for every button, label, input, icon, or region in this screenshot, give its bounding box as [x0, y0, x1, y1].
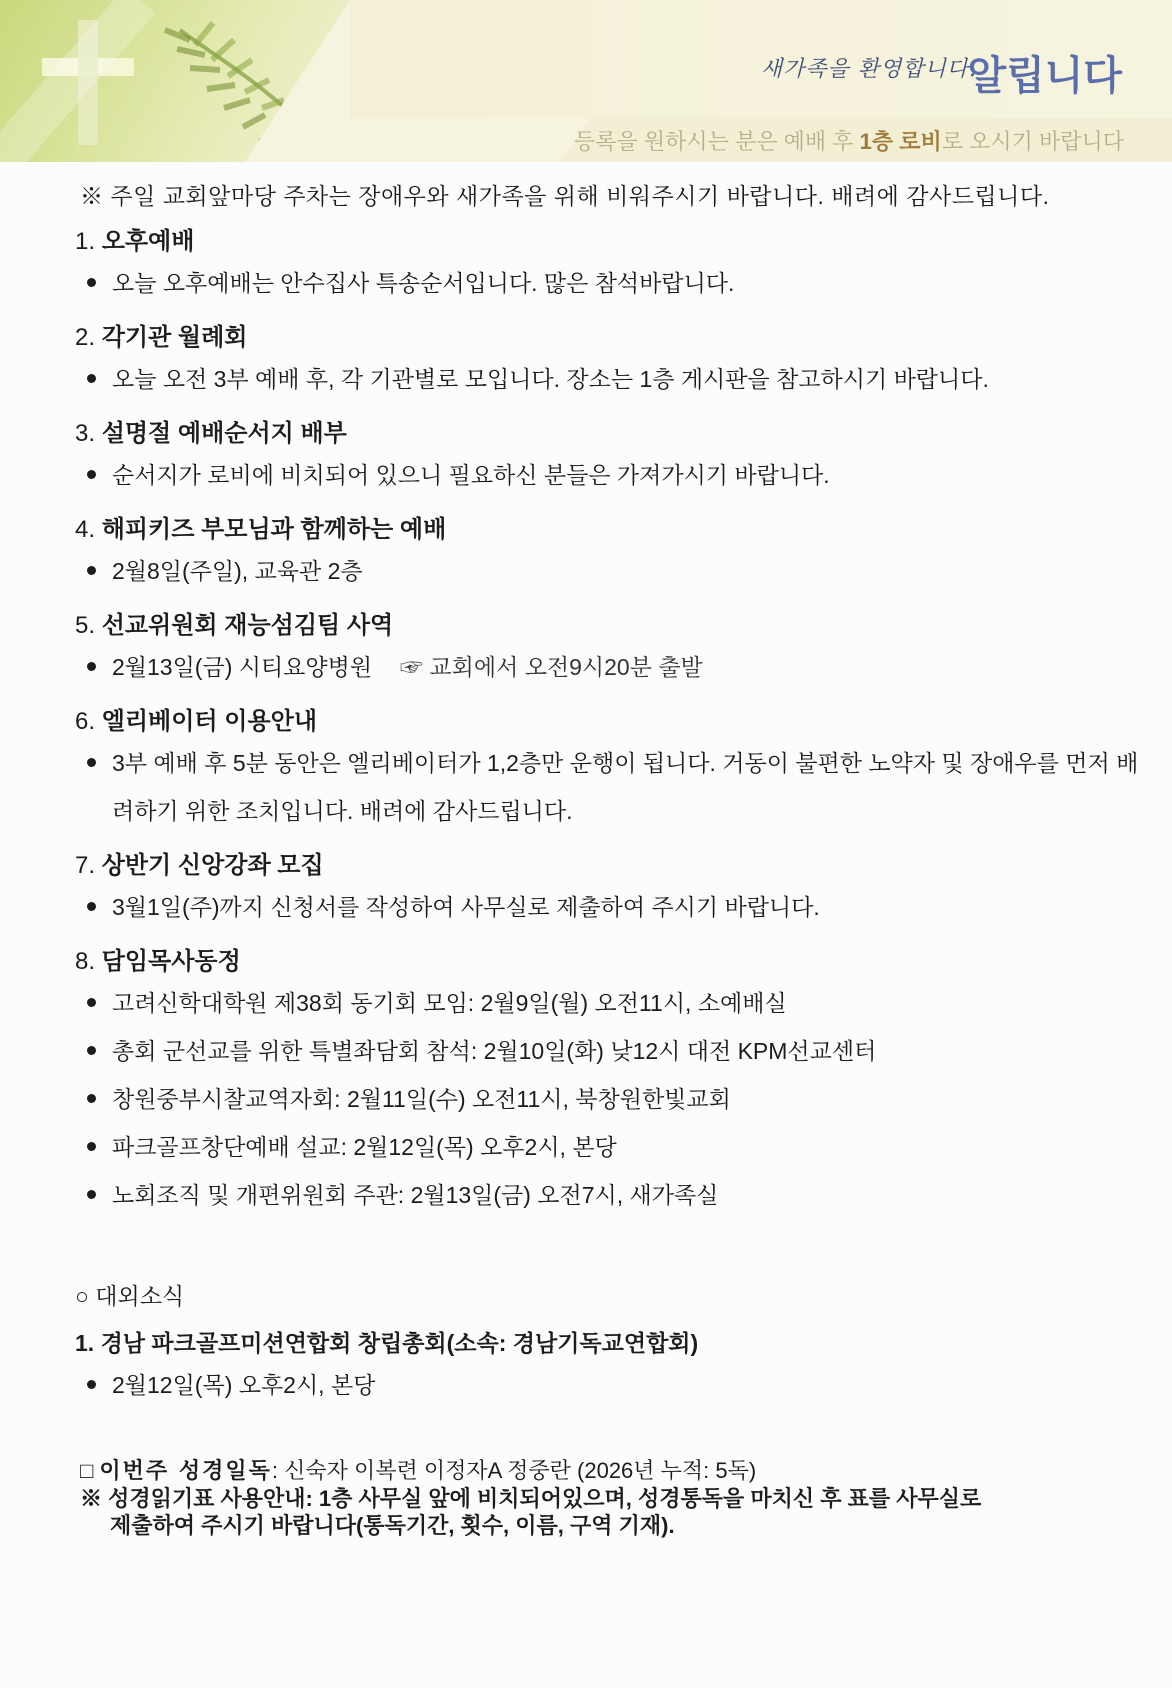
announcement-number: 5. [75, 612, 96, 639]
announcement-heading [75, 945, 1150, 979]
reading-chart-note [80, 1485, 1150, 1539]
bullet-text: 2월8일(주일), 교육관 2층 [112, 558, 363, 584]
announcement-number: 3. [75, 420, 96, 447]
announcement-bullets [70, 883, 1150, 931]
announcement-item [70, 945, 1150, 1219]
cross-palm-illustration [0, 0, 350, 162]
bullet-text: 총회 군선교를 위한 특별좌담회 참석: 2월10일(화) 낮12시 대전 KPM선교센터 [112, 1038, 877, 1064]
announcement-heading [75, 609, 1150, 643]
bullet-text: 고려신학대학원 제38회 동기회 모임: 2월9일(월) 오전11시, 소예배실 [112, 990, 787, 1016]
announcement-number: 1. [75, 228, 96, 255]
departure-hint: ☞ 교회에서 오전9시20분 출발 [400, 654, 703, 680]
announcement-number: 2. [75, 324, 96, 351]
announcement-item [70, 513, 1150, 595]
announcement-title: 오후예배 [101, 228, 195, 255]
bullet-text: 오늘 오전 3부 예배 후, 각 기관별로 모입니다. 장소는 1층 게시판을 참고하시기 바랍니다. [112, 366, 989, 392]
announcement-list [70, 225, 1150, 1219]
announcement-title: 엘리베이터 이용안내 [101, 708, 318, 735]
bullet-text: 순서지가 로비에 비치되어 있으니 필요하신 분들은 가져가시기 바랍니다. [112, 462, 830, 488]
header-banner [0, 0, 1172, 162]
bullet-text: 2월13일(금) 시티요양병원 [112, 654, 373, 680]
bullet-item [87, 355, 1150, 403]
announcement-number: 4. [75, 516, 96, 543]
announcement-title: 선교위원회 재능섬김팀 사역 [101, 612, 394, 639]
external-news-title: ○ 대외소식 [75, 1283, 185, 1309]
announcement-heading [75, 513, 1150, 547]
bullet-text: 오늘 오후예배는 안수집사 특송순서입니다. 많은 참석바랍니다. [112, 270, 735, 296]
parking-note: ※ 주일 교회앞마당 주차는 장애우와 새가족을 위해 비워주시기 바랍니다. 배려에 감사드립니다. [80, 183, 1050, 209]
announcement-item [70, 609, 1150, 691]
announcement-heading [75, 849, 1150, 883]
bullet-item [87, 1075, 1150, 1123]
cross-icon [0, 0, 350, 162]
bullet-item [87, 451, 1150, 499]
checkbox-icon: □ [80, 1458, 94, 1483]
external-bullet-item: 2월12일(목) 오후2시, 본당 [87, 1361, 1150, 1409]
announcement-bullets [70, 547, 1150, 595]
announcement-item [70, 705, 1150, 835]
registration-note [574, 125, 1124, 156]
announcement-title: 상반기 신앙강좌 모집 [101, 852, 324, 879]
bullet-item [87, 1123, 1150, 1171]
announcement-heading [75, 321, 1150, 355]
announcement-bullets [70, 451, 1150, 499]
announcement-title: 각기관 월례회 [101, 324, 248, 351]
reading-note-line1: ※ 성경읽기표 사용안내: 1층 사무실 앞에 비치되어있으며, 성경통독을 마치신 후 표를 사무실로 [80, 1486, 982, 1511]
registration-note-post: 로 오시기 바랍니다 [941, 129, 1124, 154]
bible-reading-names: : 신숙자 이복련 이정자A 정중란 (2026년 누적: 5독) [271, 1458, 757, 1483]
announcement-bullets [70, 355, 1150, 403]
announcement-bullets [70, 739, 1150, 835]
announcement-heading [75, 417, 1150, 451]
bullet-text: 노회조직 및 개편위원회 주관: 2월13일(금) 오전7시, 새가족실 [112, 1182, 719, 1208]
bullet-item [87, 883, 1150, 931]
external-bullets [70, 1361, 1150, 1409]
announcement-heading [75, 225, 1150, 259]
bullet-text: 파크골프창단예배 설교: 2월12일(목) 오후2시, 본당 [112, 1134, 617, 1160]
announcement-number: 7. [75, 852, 96, 879]
bullet-item [87, 1171, 1150, 1219]
announcements-body [70, 170, 1150, 1539]
bullet-text: 3부 예배 후 5분 동안은 엘리베이터가 1,2층만 운행이 됩니다. 거동이 불편한 노약자 및 장애우를 먼저 배려하기 위한 조치입니다. 배려에 감사드립니다. [112, 750, 1139, 824]
announcement-title: 설명절 예배순서지 배부 [101, 420, 347, 447]
bullet-item [87, 643, 1150, 691]
bullet-text: 창원중부시찰교역자회: 2월11일(수) 오전11시, 북창원한빛교회 [112, 1086, 731, 1112]
reading-note-line2: 제출하여 주시기 바랍니다(통독기간, 횟수, 이름, 구역 기재). [110, 1513, 675, 1538]
announcement-bullets [70, 643, 1150, 691]
announcement-number: 8. [75, 948, 96, 975]
welcome-text: 새가족을 환영합니다. [760, 57, 977, 82]
announcement-title: 해피키즈 부모님과 함께하는 예배 [101, 516, 447, 543]
bullet-item [87, 1027, 1150, 1075]
page-title: 알립니다 [967, 54, 1122, 98]
registration-note-pre: 등록을 원하시는 분은 예배 후 [574, 129, 860, 154]
announcement-bullets [70, 259, 1150, 307]
announcement-item [70, 849, 1150, 931]
bullet-item [87, 739, 1150, 835]
bullet-item [87, 547, 1150, 595]
announcement-title: 담임목사동정 [101, 948, 241, 975]
registration-note-location: 1층 로비 [859, 129, 942, 154]
announcement-number: 6. [75, 708, 96, 735]
announcement-bullets [70, 979, 1150, 1219]
bullet-text: 3월1일(주)까지 신청서를 작성하여 사무실로 제출하여 주시기 바랍니다. [112, 894, 820, 920]
announcement-heading [75, 705, 1150, 739]
bible-reading-label: 이번주 성경일독 [99, 1458, 272, 1484]
announcement-item [70, 417, 1150, 499]
bible-reading-line [80, 1457, 1150, 1485]
announcement-item [70, 321, 1150, 403]
bullet-item [87, 979, 1150, 1027]
announcement-item [70, 225, 1150, 307]
external-item-heading: 1. 경남 파크골프미션연합회 창립총회(소속: 경남기독교연합회) [75, 1330, 699, 1356]
bullet-item [87, 259, 1150, 307]
